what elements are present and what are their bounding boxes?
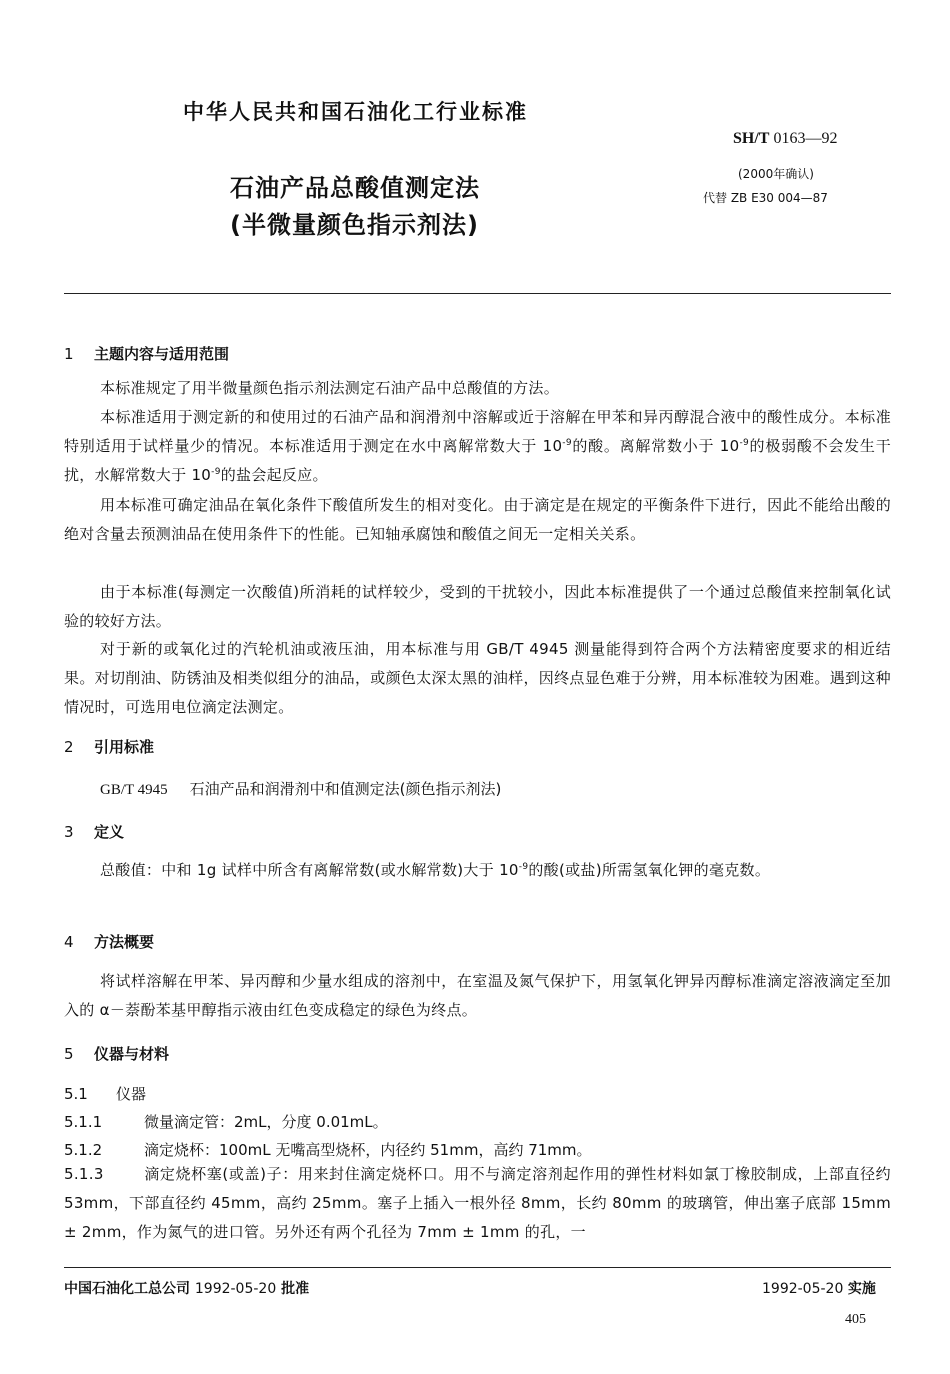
item-number: 5.1.1 (64, 1113, 103, 1131)
header-divider (64, 293, 891, 294)
reference-title: 石油产品和润滑剂中和值测定法(颜色指示剂法) (189, 780, 502, 798)
item-text: 滴定烧杯塞(或盖)子：用来封住滴定烧杯口。用不与滴定溶剂起作用的弹性材料如氯丁橡胶制成，上部直径约 53mm，下部直径约 45mm，高约 25mm。塞子上插入一根外径 8mm，长约 80mm 的玻璃管，伸出塞子底部 15mm ± 2mm，作为氮气的进口管。另外还有两个孔径为 7mm ± 1mm 的孔，一 (64, 1165, 891, 1241)
issuer: 中国石油化工总公司 (64, 1281, 190, 1297)
subsection-5-1 (64, 1083, 146, 1104)
replaces-standard: 代替 ZB E30 004—87 (703, 191, 828, 205)
text-run: 的盐会起反应。 (220, 466, 328, 484)
reference-code: GB/T 4945 (100, 782, 168, 798)
item-5-1-3 (64, 1160, 891, 1247)
implementation-date: 1992-05-20 (762, 1281, 844, 1297)
section-title: 方法概要 (94, 933, 155, 951)
section-3-heading (64, 821, 124, 842)
item-text: 微量滴定管：2mL，分度 0.01mL。 (144, 1113, 388, 1131)
text-run: 的酸。离解常数小于 10 (571, 437, 740, 455)
section-number: 5 (64, 1045, 74, 1063)
section-1-paragraph-1: 本标准规定了用半微量颜色指示剂法测定石油产品中总酸值的方法。 (100, 379, 560, 397)
section-2-heading (64, 736, 154, 757)
section-number: 2 (64, 738, 74, 756)
item-text: 滴定烧杯：100mL 无嘴高型烧杯，内径约 51mm，高约 71mm。 (144, 1141, 592, 1159)
exponent: -9 (562, 438, 572, 448)
exponent: -9 (518, 862, 529, 872)
text-run: 的酸(或盐)所需氢氧化钾的毫克数。 (528, 861, 771, 879)
section-title: 主题内容与适用范围 (94, 345, 230, 363)
section-number: 1 (64, 345, 74, 363)
document-subtitle: (半微量颜色指示剂法) (230, 211, 479, 239)
implementation-label: 实施 (847, 1281, 876, 1297)
section-title: 引用标准 (94, 738, 155, 756)
footer-divider (64, 1267, 891, 1268)
section-1-paragraph-3: 用本标准可确定油品在氧化条件下酸值所发生的相对变化。由于滴定是在规定的平衡条件下进行，因此不能给出酸的绝对含量去预测油品在使用条件下的性能。已知轴承腐蚀和酸值之间无一定相关关系。 (64, 496, 891, 543)
approval-label: 批准 (281, 1281, 310, 1297)
exponent: -9 (739, 438, 750, 448)
item-5-1-1 (64, 1111, 388, 1132)
section-title: 定义 (94, 823, 125, 841)
text-run: 总酸值：中和 1g 试样中所含有离解常数(或水解常数)大于 10 (100, 861, 519, 879)
footer-implementation (762, 1278, 876, 1298)
section-1-paragraph-4: 由于本标准(每测定一次酸值)所消耗的试样较少，受到的干扰较小，因此本标准提供了一个通过总酸值来控制氧化试验的较好方法。 (64, 583, 891, 630)
section-title: 仪器与材料 (94, 1045, 170, 1063)
section-4-paragraph: 将试样溶解在甲苯、异丙醇和少量水组成的溶剂中，在室温及氮气保护下，用氢氧化钾异丙醇标准滴定溶液滴定至加入的 α－萘酚苯基甲醇指示液由红色变成稳定的绿色为终点。 (64, 972, 891, 1019)
item-title: 仪器 (116, 1085, 147, 1103)
item-5-1-2 (64, 1139, 592, 1160)
section-3-paragraph (64, 856, 891, 885)
section-5-heading (64, 1043, 169, 1064)
page-number: 405 (845, 1312, 866, 1327)
item-number: 5.1 (64, 1085, 88, 1103)
standard-code-prefix: SH/T (733, 130, 770, 147)
standard-code-number: 0163—92 (773, 130, 838, 147)
approval-date: 1992-05-20 (194, 1281, 277, 1297)
text-run: 本标准适用于测定新的和使用过的石油产品和润滑剂中溶解或近于溶解在甲苯和异丙醇混合液中的酸性成分。本标准特别适用于试样量少的情况。本标准适用于测定在水中离解常数大于 10 (64, 408, 891, 455)
section-number: 4 (64, 933, 74, 951)
section-1-paragraph-5: 对于新的或氧化过的汽轮机油或液压油，用本标准与用 GB/T 4945 测量能得到符合两个方法精密度要求的相近结果。对切削油、防锈油及相类似组分的油品，或颜色太深太黑的油样，因终点显色难于分辨，用本标准较为困难。遇到这种情况时，可选用电位滴定法测定。 (64, 640, 891, 716)
normative-reference (100, 778, 501, 799)
text-run: 的极弱酸不会发生干扰，水解常数大于 10 (64, 437, 891, 484)
footer-approval (64, 1278, 309, 1298)
section-4-heading (64, 931, 154, 952)
exponent: -9 (211, 467, 221, 477)
item-number: 5.1.3 (64, 1165, 104, 1183)
section-1-paragraph-2 (64, 403, 891, 490)
issuing-org-title: 中华人民共和国石油化工行业标准 (183, 100, 528, 124)
document-title: 石油产品总酸值测定法 (230, 174, 480, 202)
standard-code (733, 130, 837, 148)
item-number: 5.1.2 (64, 1141, 103, 1159)
section-number: 3 (64, 823, 74, 841)
section-1-heading (64, 343, 229, 364)
confirmation-year: (2000年确认) (738, 167, 814, 181)
